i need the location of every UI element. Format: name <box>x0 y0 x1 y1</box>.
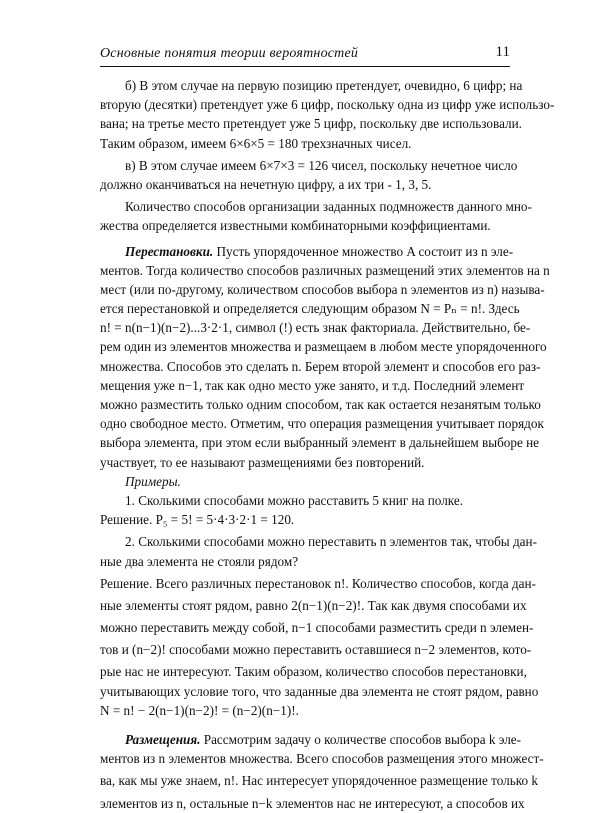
text-line <box>100 730 522 749</box>
text-line <box>100 596 527 615</box>
line-text: можно разместить только одним способом, так как остается незанятым только <box>100 397 541 412</box>
text-line <box>100 114 522 133</box>
text-line <box>100 510 510 529</box>
text-line <box>100 175 510 194</box>
line-text: Решение. Всего различных перестановок n!. Количество способов, когда дан- <box>100 575 536 591</box>
text-line <box>100 618 534 637</box>
text-line <box>100 156 518 175</box>
text-line <box>100 414 544 433</box>
line-text: ные два элемента не стояли рядом? <box>100 553 299 569</box>
text-line <box>100 433 540 452</box>
line-text: элементов из n, остальные n−k элементов нас не интересуют, а способов их <box>100 795 525 811</box>
section-heading: Перестановки. <box>125 243 214 259</box>
text-line <box>100 794 525 813</box>
text-line <box>100 552 510 571</box>
running-header <box>100 44 510 67</box>
line-text: 1. Сколькими способами можно расставить 5 книг на полке. <box>125 492 464 508</box>
text-line <box>100 395 541 414</box>
line-text: n! = n(n−1)(n−2)...3·2·1, символ (!) есть знак факториала. Действительно, бе- <box>100 320 531 336</box>
text-line <box>100 682 539 701</box>
page-body <box>100 76 555 813</box>
line-text: мест (или по-другому, количеством способов выбора n элементов из n) называ- <box>100 281 545 297</box>
text-line <box>100 771 538 790</box>
line-text: ментов из n элементов множества. Всего способов размещения этого множест- <box>100 751 544 767</box>
line-text: множества. Способов это сделать n. Берем второй элемент и способов его раз- <box>100 358 541 374</box>
header-title: Основные понятия теории вероятностей <box>100 46 359 61</box>
text-line <box>100 749 544 768</box>
line-text: рем один из элементов множества и размещаем в любом месте упорядоченного <box>100 339 547 355</box>
text-line <box>100 491 510 510</box>
line-text: Пусть упорядоченное множество A состоит из n эле- <box>213 243 514 259</box>
text-line <box>100 662 527 681</box>
page-number: 11 <box>495 44 510 60</box>
line-text: N = n! − 2(n−1)(n−2)! = (n−2)(n−1)!. <box>100 702 299 718</box>
line-text: Рассмотрим задачу о количестве способов выбора k эле- <box>200 732 522 747</box>
line-text: Решение. P₅ = 5! = 5·4·3·2·1 = 120. <box>100 512 295 528</box>
text-line <box>100 376 525 395</box>
text-line <box>100 134 510 153</box>
line-text: одно свободное место. Отметим, что операция размещения учитывает порядок <box>100 416 544 432</box>
text-line <box>100 299 520 318</box>
line-text: рые нас не интересуют. Таким образом, количество способов перестановки, <box>100 664 527 680</box>
text-line <box>100 76 523 95</box>
line-text: выбора элемента, при этом если выбранный элемент в дальнейшем выборе не <box>100 435 540 451</box>
text-line <box>100 216 510 235</box>
line-text: ва, как мы уже знаем, n!. Нас интересует упорядоченное размещение только k <box>100 773 538 789</box>
line-text: вторую (десятки) претендует уже 6 цифр, поскольку одна из цифр уже использо- <box>100 97 555 113</box>
line-text: тов и (n−2)! способами можно переставить оставшиеся n−2 элементов, кото- <box>100 642 532 658</box>
line-text: б) В этом случае на первую позицию претендует, очевидно, 6 цифр; на <box>125 78 523 93</box>
text-line <box>100 197 532 216</box>
text-line <box>100 261 550 280</box>
line-text: Количество способов организации заданных подмножеств данного мно- <box>125 199 532 215</box>
line-text: участвует, то ее называют размещениями без повторений. <box>100 454 425 470</box>
text-line <box>100 357 541 376</box>
text-line <box>100 453 510 472</box>
line-text: Примеры. <box>125 473 181 489</box>
text-line <box>100 95 555 114</box>
text-line <box>100 242 514 261</box>
line-text: можно переставить между собой, n−1 способами разместить среди n элемен- <box>100 620 534 636</box>
section-heading: Размещения. <box>125 732 201 747</box>
line-text: жества определяется известными комбинаторными коэффициентами. <box>100 218 491 234</box>
line-text: ные элементы стоят рядом, равно 2(n−1)(n−2)!. Так как двумя способами их <box>100 597 527 613</box>
text-line <box>100 280 545 299</box>
line-text: учитывающих условие того, что заданные два элемента не стоят рядом, равно <box>100 683 539 699</box>
line-text: вана; на третье место претендует уже 5 цифр, поскольку две использовали. <box>100 116 522 132</box>
text-line <box>100 337 547 356</box>
line-text: мещения уже n−1, так как одно место уже занято, и т.д. Последний элемент <box>100 377 525 393</box>
line-text: 2. Сколькими способами можно переставить n элементов так, чтобы дан- <box>125 534 537 550</box>
line-text: ется перестановкой и определяется следующим образом N = Pₙ = n!. Здесь <box>100 301 520 317</box>
text-line <box>100 472 510 491</box>
text-line <box>100 640 532 659</box>
text-line <box>100 574 536 593</box>
line-text: ментов. Тогда количество способов различных размещений этих элементов на n <box>100 262 550 278</box>
line-text: должно оканчиваться на нечетную цифру, а их три - 1, 3, 5. <box>100 176 432 192</box>
text-line <box>100 318 531 337</box>
text-line <box>100 701 510 720</box>
line-text: Таким образом, имеем 6×6×5 = 180 трехзначных чисел. <box>100 135 412 151</box>
line-text: в) В этом случае имеем 6×7×3 = 126 чисел, поскольку нечетное число <box>125 157 518 173</box>
text-line <box>100 532 537 551</box>
